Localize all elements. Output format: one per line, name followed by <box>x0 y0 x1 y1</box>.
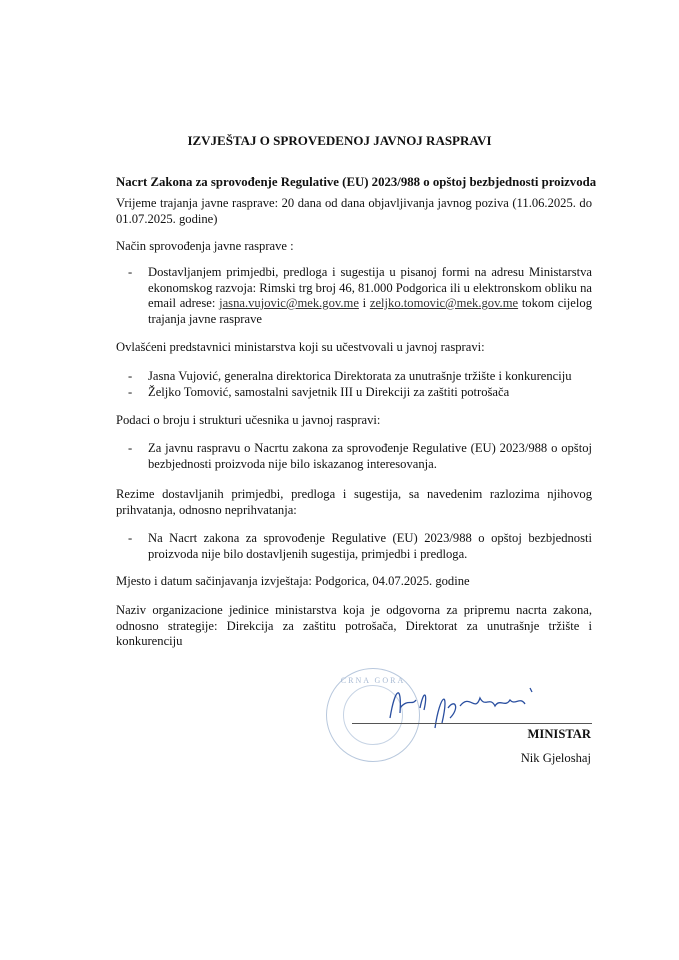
method-text-and: i <box>358 296 370 310</box>
stamp-text: CRNA GORA <box>340 676 406 685</box>
method-heading: Način sprovođenja javne rasprave : <box>116 239 294 253</box>
method-text: Dostavljanjem primjedbi, predloga i sugestija u pisanoj formi na adresu Ministarstva ekonomskog razvoja: Rimski trg broj 46, 81.000 Podgorica ili u elektronskom obliku na email adrese: <box>148 265 592 310</box>
bullet-dash: - <box>128 385 133 399</box>
representative-item: Željko Tomović, samostalni savjetnik III u Direkciji za zaštiti potrošača <box>148 385 510 399</box>
representative-item: Jasna Vujović, generalna direktorica Direktorata za unutrašnje tržište i konkurenciju <box>148 369 572 383</box>
signer-role: MINISTAR <box>527 727 591 741</box>
representatives-heading: Ovlašćeni predstavnici ministarstva koji su učestvovali u javnoj raspravi: <box>116 340 485 354</box>
document-title: IZVJEŠTAJ O SPROVEDENOJ JAVNOJ RASPRAVI <box>187 133 492 148</box>
place-date: Mjesto i datum sačinjavanja izvještaja: Podgorica, 04.07.2025. godine <box>116 574 470 588</box>
participants-heading: Podaci o broju i strukturi učesnika u javnoj raspravi: <box>116 413 381 427</box>
bullet-dash: - <box>128 531 133 545</box>
bullet-dash: - <box>128 369 133 383</box>
signer-name: Nik Gjeloshaj <box>520 751 591 765</box>
org-unit: Naziv organizacione jedinice ministarstva koja je odgovorna za pripremu nacrta zakona, odnosno strategije: Direkcija za zaštitu potrošača, Direktorat za unutrašnje tržište i konkurenciju <box>116 603 592 648</box>
method-item <box>148 265 592 327</box>
duration-text: Vrijeme trajanja javne rasprave: 20 dana od dana objavljivanja javnog poziva (11.06.2025. do 01.07.2025. godine) <box>116 196 592 226</box>
summary-heading: Rezime dostavljanih primjedbi, predloga i sugestija, sa navedenim razlozima njihovog prihvatanja, odnosno neprihvatanja: <box>116 487 592 517</box>
method-text-end: tokom cijelog trajanja javne rasprave <box>148 296 592 326</box>
participants-item: Za javnu raspravu o Nacrtu zakona za sprovođenje Regulative (EU) 2023/988 o opštoj bezbjednosti proizvoda nije bilo iskazanog interesovanja. <box>148 441 592 471</box>
bullet-dash: - <box>128 265 133 279</box>
email-link-2[interactable]: zeljko.tomovic@mek.gov.me <box>369 296 519 310</box>
summary-item: Na Nacrt zakona za sprovođenje Regulative (EU) 2023/988 o opštoj bezbjednosti proizvoda nije bilo dostavljenih sugestija, primjedbi i predloga. <box>148 531 592 561</box>
signature-line <box>352 723 592 724</box>
document-subtitle: Nacrt Zakona za sprovođenje Regulative (EU) 2023/988 o opštoj bezbjednosti proizvoda <box>116 175 597 189</box>
email-link-1[interactable]: jasna.vujovic@mek.gov.me <box>219 296 359 310</box>
bullet-dash: - <box>128 441 133 455</box>
